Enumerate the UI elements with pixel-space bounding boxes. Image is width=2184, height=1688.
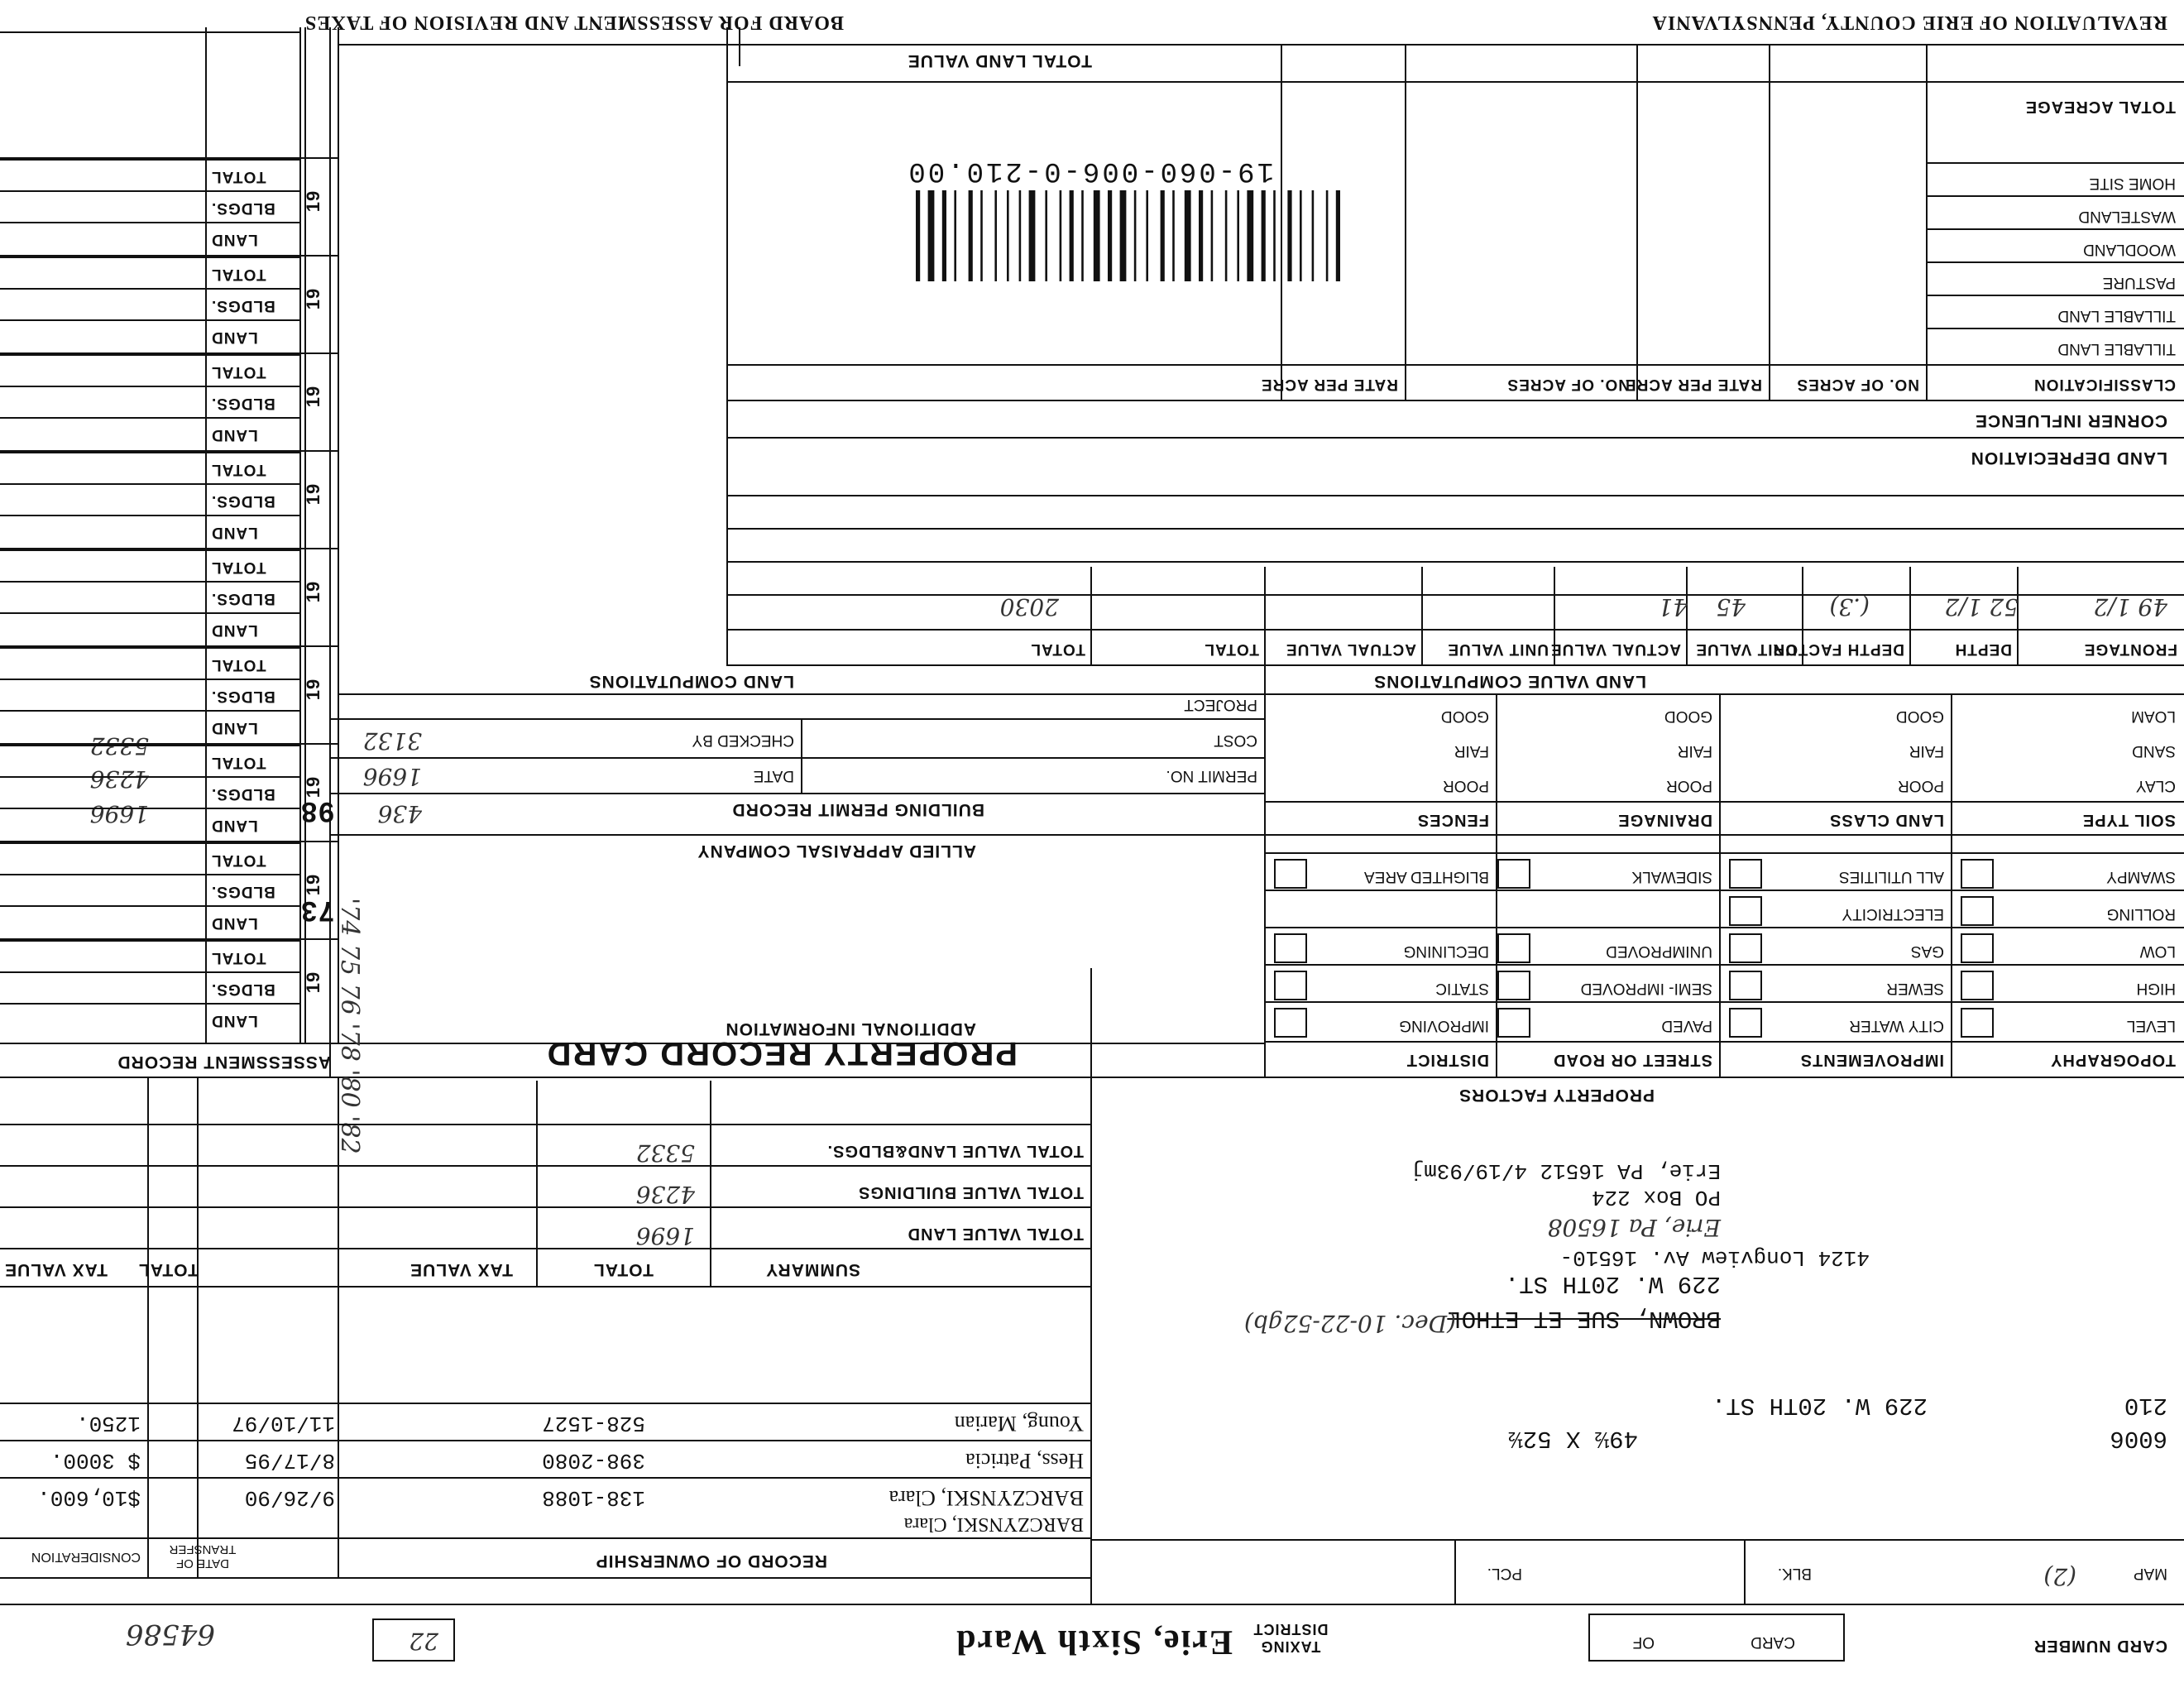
assessment-row-label: BLDGS. xyxy=(211,883,275,900)
property-factor-cell: ELECTRICITY xyxy=(1842,905,1944,923)
summary-row-label: TOTAL VALUE LAND&BLDGS. xyxy=(826,1142,1084,1160)
of-label: OF xyxy=(1632,1633,1655,1651)
owner-address-handwritten: Erie, Pa 16508 xyxy=(1547,1214,1721,1241)
assessment-hand-year-2: 73 xyxy=(299,895,334,927)
summary-hand-value: 4236 xyxy=(635,1181,695,1208)
soil-cell: GOOD xyxy=(1664,707,1712,725)
barcode-bar xyxy=(1237,190,1239,281)
assessment-row-label: BLDGS. xyxy=(211,981,275,998)
cost-label: COST xyxy=(1214,731,1257,749)
property-factor-header: TOPOGRAPHY xyxy=(2050,1051,2176,1069)
property-factor-cell: IMPROVING xyxy=(1399,1017,1489,1034)
map-label: MAP xyxy=(2133,1565,2167,1582)
barcode-bar xyxy=(1199,190,1203,281)
property-street: 229 W. 20TH ST. xyxy=(1711,1392,1928,1419)
checked-by-label: CHECKED BY xyxy=(692,731,794,749)
assessment-row-label: LAND xyxy=(211,328,258,346)
barcode-bar xyxy=(1161,190,1165,281)
classification-header: CLASSIFICATION xyxy=(2033,376,2176,393)
consideration-label: CONSIDERATION xyxy=(31,1550,141,1564)
assessment-row-label: BLDGS. xyxy=(211,492,275,510)
property-factor-cell: PAVED xyxy=(1661,1017,1712,1034)
assessment-row-label: BLDGS. xyxy=(211,688,275,705)
soil-cell: LOAM xyxy=(2131,707,2176,725)
barcode-bar xyxy=(1300,190,1302,281)
property-factor-cell: LOW xyxy=(2139,942,2176,960)
classification-row: HOME SITE xyxy=(2089,175,2176,192)
pcl-label: PCL. xyxy=(1487,1565,1522,1582)
barcode-bar xyxy=(1326,190,1329,281)
ownership-name-above: BARCZYNSKI, Clara xyxy=(903,1513,1084,1535)
barcode-bar xyxy=(980,190,983,281)
assessment-row-label: BLDGS. xyxy=(211,590,275,607)
assessment-year-prefix: 19 xyxy=(302,385,323,408)
property-factors-title: PROPERTY FACTORS xyxy=(1458,1086,1655,1105)
summary-tax-value-label: TAX VALUE xyxy=(410,1260,513,1279)
owner-address-1: 229 W. 20TH ST. xyxy=(1504,1270,1721,1297)
taxing-district-label: TAXING DISTRICT xyxy=(1252,1621,1329,1655)
card-label: CARD xyxy=(1751,1633,1795,1651)
barcode-bar xyxy=(1081,190,1084,281)
assessment-row-label: BLDGS. xyxy=(211,297,275,314)
barcode-bar xyxy=(994,190,997,281)
blk-label: BLK. xyxy=(1777,1565,1812,1582)
barcode-bar xyxy=(1060,190,1062,281)
soil-cell: FAIR xyxy=(1677,742,1712,760)
land-depreciation-label: LAND DEPRECIATION xyxy=(1970,448,2167,468)
soil-header: DRAINAGE xyxy=(1617,811,1712,829)
land-value-computations-title: LAND VALUE COMPUTATIONS xyxy=(1373,672,1646,691)
ownership-name: Hess, Patricia xyxy=(965,1449,1084,1473)
owner-address-2: 4124 Longview Av. 16510- xyxy=(1559,1245,1870,1270)
barcode-bar xyxy=(1029,190,1036,281)
barcode-bar xyxy=(1262,190,1266,281)
ownership-amount: $ 3000. xyxy=(50,1448,141,1473)
barcode-bar xyxy=(1108,190,1112,281)
barcode-bar xyxy=(1185,190,1191,281)
parcel-number: 210 xyxy=(2124,1392,2167,1419)
lvc-hand-value: (.3) xyxy=(1829,593,1870,621)
assessment-hand-total: 5332 xyxy=(89,732,149,760)
parcel-barcode-text: 19-060-006-0-210.00 xyxy=(906,155,1274,186)
corner-handwritten-number: 64586 xyxy=(125,1618,215,1651)
owner-po-box: PO Box 224 xyxy=(1591,1185,1721,1210)
permit-hand-value-3: 436 xyxy=(377,800,422,827)
assessment-year-prefix: 19 xyxy=(302,775,323,798)
soil-header: LAND CLASS xyxy=(1829,811,1944,829)
total-acreage-label: TOTAL ACREAGE xyxy=(2024,98,2176,116)
assessment-row-label: TOTAL xyxy=(211,559,266,576)
assessment-row-label: BLDGS. xyxy=(211,395,275,412)
assessment-row-label: TOTAL xyxy=(211,656,266,674)
classification-header: NO. OF ACRES xyxy=(1506,376,1630,393)
barcode-bar xyxy=(954,190,956,281)
owner-name: BROWN, SUE ET ETHOL xyxy=(1447,1305,1721,1332)
card-number-label: CARD NUMBER xyxy=(2033,1637,2167,1655)
ownership-date: 9/26/90 xyxy=(244,1485,335,1510)
barcode-bar xyxy=(1211,190,1214,281)
building-permit-title: BUILDING PERMIT RECORD xyxy=(731,800,984,819)
classification-row: WOODLAND xyxy=(2083,241,2176,258)
summary-hand-value: 1696 xyxy=(635,1222,695,1249)
property-factor-header: DISTRICT xyxy=(1406,1051,1489,1069)
additional-information-label: ADDITIONAL INFORMATION xyxy=(725,1019,976,1038)
property-record-card-title: PROPERTY RECORD CARD xyxy=(545,1035,1018,1072)
lvc-header: UNIT VALUE xyxy=(1447,640,1549,658)
ownership-name: Young, Marian xyxy=(954,1412,1084,1436)
assessment-year-prefix: 19 xyxy=(302,189,323,213)
barcode-bar xyxy=(942,190,946,281)
soil-cell: POOR xyxy=(1898,777,1944,794)
assessment-hand-land: 1696 xyxy=(89,800,149,827)
date-label: DATE xyxy=(753,767,794,784)
classification-header: RATE PER ACRE xyxy=(1260,376,1398,393)
assessment-row-label: TOTAL xyxy=(211,461,266,478)
lvc-header: DEPTH xyxy=(1954,640,2012,658)
barcode-bar xyxy=(1273,190,1276,281)
barcode-bar xyxy=(928,190,935,281)
ownership-ref: 398-2080 xyxy=(542,1448,645,1473)
barcode-bar xyxy=(916,190,920,281)
assessment-row-label: TOTAL xyxy=(211,266,266,283)
summary-title: SUMMARY xyxy=(765,1260,860,1279)
assessment-year-prefix: 19 xyxy=(302,873,323,896)
classification-header: RATE PER ACRE xyxy=(1624,376,1762,393)
lvc-header: UNIT VALUE xyxy=(1695,640,1797,658)
owner-city-line: Erie, PA 16512 4/19/93mj xyxy=(1410,1158,1721,1183)
assessment-record-title: ASSESSMENT RECORD xyxy=(117,1053,331,1072)
assessment-hand-bldgs: 4236 xyxy=(89,765,149,793)
classification-row: WASTELAND xyxy=(2078,208,2176,225)
assessment-row-label: LAND xyxy=(211,914,258,932)
property-factor-header: IMPROVEMENTS xyxy=(1799,1051,1944,1069)
barcode-bar xyxy=(969,190,973,281)
barcode-bar xyxy=(1172,190,1175,281)
assessment-row-label: LAND xyxy=(211,524,258,541)
lvc-header: ACTUAL VALUE xyxy=(1549,640,1681,658)
barcode-bar xyxy=(1134,190,1137,281)
map-number: 6006 xyxy=(2110,1425,2167,1452)
property-factor-cell: HIGH xyxy=(2136,980,2176,997)
soil-cell: GOOD xyxy=(1440,707,1489,725)
property-factor-cell: BLIGHTED AREA xyxy=(1364,868,1489,885)
classification-row: PASTURE xyxy=(2102,274,2176,291)
property-factor-cell: SEWER xyxy=(1886,980,1944,997)
property-factor-cell: UNIMPROVED xyxy=(1606,942,1712,960)
parcel-barcode xyxy=(687,190,1348,281)
header-title-right: BOARD FOR ASSESSMENT AND REVISION OF TAXES xyxy=(304,12,844,33)
assessment-row-label: LAND xyxy=(211,231,258,248)
lvc-header: TOTAL xyxy=(1030,640,1085,658)
total-land-value-label: TOTAL LAND VALUE xyxy=(907,51,1092,70)
assessment-hand-year-1: 98 xyxy=(299,796,334,827)
barcode-bar xyxy=(1225,190,1228,281)
assessment-row-label: TOTAL xyxy=(211,363,266,381)
property-factor-cell: ROLLING xyxy=(2106,905,2176,923)
soil-header: SOIL TYPE xyxy=(2081,811,2176,829)
lvc-hand-value: 2030 xyxy=(999,593,1059,621)
soil-cell: POOR xyxy=(1666,777,1712,794)
lvc-header: TOTAL xyxy=(1204,640,1259,658)
corner-influence-label: CORNER INFLUENCE xyxy=(1974,411,2167,430)
property-factor-cell: LEVEL xyxy=(2126,1017,2176,1034)
summary-total-label: TOTAL xyxy=(592,1260,654,1279)
soil-cell: CLAY xyxy=(2135,777,2176,794)
property-factor-cell: SIDEWALK xyxy=(1631,868,1712,885)
owner-name-note: (Dec. 10-22-52gb) xyxy=(1243,1310,1456,1337)
assessment-year-prefix: 19 xyxy=(302,482,323,506)
barcode-bar xyxy=(1312,190,1315,281)
assessment-year-prefix: 19 xyxy=(302,287,323,310)
lvc-header: DEPTH FACTOR xyxy=(1772,640,1904,658)
classification-row: TILLABLE LAND xyxy=(2057,340,2176,357)
lot-size: 49½ X 52½ xyxy=(1508,1425,1638,1452)
district-name: Erie, Sixth Ward xyxy=(955,1623,1233,1661)
card-of-box xyxy=(1588,1614,1845,1662)
soil-header: FENCES xyxy=(1416,811,1489,829)
assessment-year-prefix: 19 xyxy=(302,678,323,701)
soil-cell: SAND xyxy=(2132,742,2176,760)
barcode-bar xyxy=(1146,190,1148,281)
ownership-date: 8/17/95 xyxy=(244,1448,335,1473)
assessment-row-label: TOTAL xyxy=(211,168,266,185)
header-title-left: REVALUATION OF ERIE COUNTY, PENNSYLVANIA xyxy=(1651,12,2167,33)
assessment-row-label: BLDGS. xyxy=(211,199,275,217)
ownership-title: RECORD OF OWNERSHIP xyxy=(595,1551,827,1571)
permit-hand-value-1: 3132 xyxy=(362,727,422,755)
soil-cell: FAIR xyxy=(1454,742,1489,760)
assessment-row-label: LAND xyxy=(211,1012,258,1029)
property-factor-cell: SWAMPY xyxy=(2106,868,2176,885)
property-factor-cell: STATIC xyxy=(1435,980,1489,997)
summary-row-label: TOTAL VALUE BUILDINGS xyxy=(858,1183,1084,1201)
summary-total-label-2: TOTAL xyxy=(137,1260,199,1279)
date-of-transfer-label: DATE OF TRANSFER xyxy=(169,1542,237,1571)
lvc-header: ACTUAL VALUE xyxy=(1285,640,1416,658)
land-computations-title: LAND COMPUTATIONS xyxy=(588,672,794,691)
soil-cell: POOR xyxy=(1443,777,1489,794)
property-record-card: CARD NUMBER CARD OF TAXING DISTRICT Erie, Sixth Ward 22 64586 MAP (2) BLK. PCL. 6006 49½ X 52½ 210 229 W. 20TH ST. BROWN, SUE ET ETHOL (Dec. 10-22-52gb) 229 W. 20TH ST. 4124 Longview Av. 16510- Erie, Pa 16508 PO Box 224 Erie, PA 16512 4/19/93mj RECORD OF OWNERSHIP DATE OF TRANSFER CONSIDERATION BARCZYNSKI, Clara SUMMARY TOTAL TAX VALUE TOTAL TAX VALUE PROPERTY FACTORS PROPERTY RECORD CARD ASSESSMENT RECORD ADDITIONAL INFORMATION ALLIED APPRAISAL COMPANY BUILDING PERMIT RECORD PERMIT NO. DATE COST CHECKED BY PROJECT 436 1696 3132 '74 75 76 '78 '80 '82 73 98 1696 4236 5332 LAND VALUE COMPUTATIONS LAND COMPUTATIONS LAND DEPRECIATION CORNER INFLUENCE 19-060-006-0-210.00 TOTAL LAND VALUE REVALUATION OF ERIE COUNTY, PENNSYLVANIA BOARD FOR ASSESSMENT AND REVISION OF TAXES BARCZYNSKI, Clara 138-1088 9/26/90 $10,600. Hess, Patricia 398-2080 8/17/95 $ 3000. Young, Marian 528-1527 11/10/97 1250. TOTAL VALUE LAND 1696 TOTAL VALUE BUILDINGS 4236 TOTAL VALUE LAND&BLDGS. 5332 TOPOGRAPHY IMPROVEMENTS STREET OR ROAD DISTRICT LEVEL CITY WATER PAVED IMPROVING HIGH SEWER SEMI- IMPROVED STATIC LOW GAS UNIMPROVED DECLINING ROLLING ELECTRICITY SWAMPY ALL UTILITIES SIDEWALK BLIGHTED AREA SOIL TYPE LAND CLASS DRAINAGE FENCES CLAY POOR POOR POOR SAND FAIR FAIR FAIR LOAM GOOD GOOD GOOD FRONTAGE DEPTH DEPTH FACTOR UNIT VALUE ACTUAL VALUE UNIT VALUE ACTUAL VALUE TOTAL TOTAL 49 1/2 52 1/2 (.3) 45 41 2030 CLASSIFICATION NO. OF ACRES RATE PER ACRE NO. OF ACRES RATE PER ACRE TILLABLE LAND TILLABLE LAND PASTURE WOODLAND WASTELAND HOME SITE TOTAL ACREAGE LAND BLDGS. TOTAL 19 LAND BLDGS. TOTAL 19 LAND BLDGS. TOTAL 19 LAND BLDGS. TOTAL 19 LAND BLDGS. TOTAL 19 LAND BLDGS. TOTAL 19 LAND BLDGS. TOTAL 19 LAND BLDGS. TOTAL 19 LAND BLDGS. TOTAL 19 xyxy=(0,0,2184,1688)
assessment-year-prefix: 19 xyxy=(302,971,323,994)
summary-tax-value-label-2: TAX VALUE xyxy=(4,1260,108,1279)
ownership-date: 11/10/97 xyxy=(232,1411,335,1436)
assessment-row-label: LAND xyxy=(211,719,258,736)
barcode-bar xyxy=(1045,190,1047,281)
assessment-row-label: LAND xyxy=(211,426,258,444)
property-factor-cell: ALL UTILITIES xyxy=(1838,868,1944,885)
property-factor-cell: SEMI- IMPROVED xyxy=(1580,980,1712,997)
permit-no-label: PERMIT NO. xyxy=(1166,767,1257,784)
lvc-header: FRONTAGE xyxy=(2083,640,2177,658)
property-factor-cell: DECLINING xyxy=(1403,942,1489,960)
assessment-row-label: TOTAL xyxy=(211,851,266,869)
ownership-ref: 528-1527 xyxy=(542,1411,645,1436)
property-factor-cell: GAS xyxy=(1910,942,1944,960)
classification-header: NO. OF ACRES xyxy=(1796,376,1919,393)
assessment-row-label: TOTAL xyxy=(211,949,266,966)
assessment-row-label: BLDGS. xyxy=(211,785,275,803)
barcode-bar xyxy=(1336,190,1340,281)
summary-row-label: TOTAL VALUE LAND xyxy=(907,1225,1084,1243)
barcode-bar xyxy=(1070,190,1074,281)
lvc-hand-value: 52 1/2 xyxy=(1944,593,2019,621)
district-code: 22 xyxy=(409,1628,438,1655)
summary-hand-value: 5332 xyxy=(635,1139,695,1167)
soil-cell: GOOD xyxy=(1895,707,1944,725)
barcode-bar xyxy=(1019,190,1022,281)
classification-row: TILLABLE LAND xyxy=(2057,307,2176,324)
appraisal-company: ALLIED APPRAISAL COMPANY xyxy=(697,842,976,861)
barcode-bar xyxy=(1287,190,1291,281)
lvc-hand-value: 41 xyxy=(1658,593,1688,621)
assessment-side-note: '74 75 76 '78 '80 '82 xyxy=(335,898,364,1154)
ownership-name: BARCZYNSKI, Clara xyxy=(888,1486,1084,1510)
assessment-row-label: TOTAL xyxy=(211,754,266,771)
property-factor-cell: CITY WATER xyxy=(1849,1017,1944,1034)
ownership-amount: $10,600. xyxy=(37,1485,141,1510)
project-label: PROJECT xyxy=(1184,696,1257,713)
property-factor-header: STREET OR ROAD xyxy=(1553,1051,1712,1069)
barcode-bar xyxy=(1007,190,1009,281)
barcode-bar xyxy=(1247,190,1253,281)
lvc-hand-value: 45 xyxy=(1716,593,1746,621)
permit-hand-value-2: 1696 xyxy=(362,763,422,790)
ownership-ref: 138-1088 xyxy=(542,1485,645,1510)
assessment-year-prefix: 19 xyxy=(302,580,323,603)
barcode-bar xyxy=(1120,190,1127,281)
ownership-amount: 1250. xyxy=(75,1411,141,1436)
assessment-row-label: LAND xyxy=(211,621,258,639)
lvc-hand-value: 49 1/2 xyxy=(2093,593,2167,621)
barcode-bar xyxy=(1094,190,1100,281)
soil-cell: FAIR xyxy=(1909,742,1944,760)
assessment-row-label: LAND xyxy=(211,817,258,834)
